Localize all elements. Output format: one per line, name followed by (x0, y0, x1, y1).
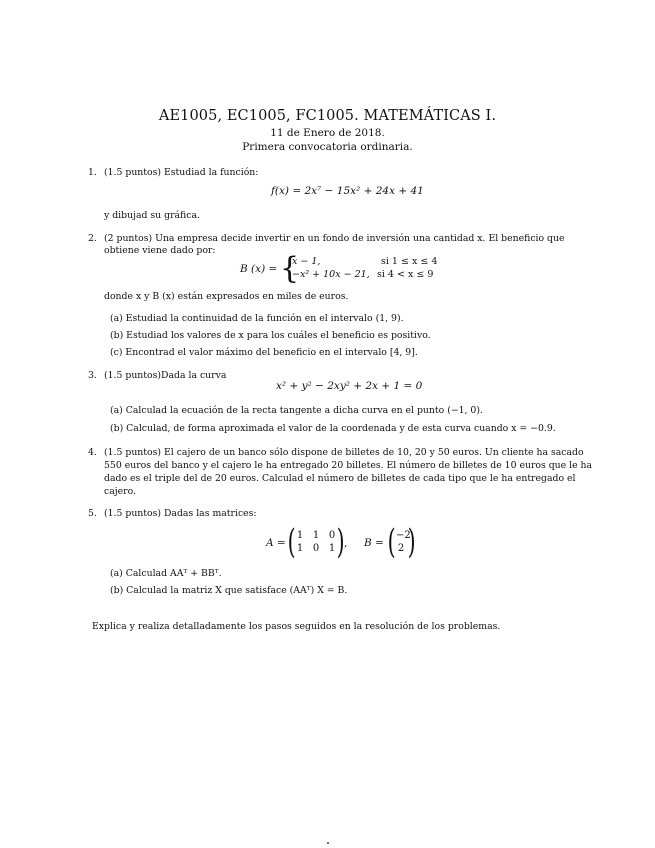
q3-part-b: (b) Calculad, de forma aproximada el valor de la coordenada y de esta curva cuando x = −0.9. (110, 423, 556, 434)
q2-intro-line1: (2 puntos) Una empresa decide invertir en un fondo de inversión una cantidad x. El beneficio que (104, 233, 565, 244)
q5-a-label: A = (266, 537, 286, 549)
exam-date: 11 de Enero de 2018. (270, 127, 385, 139)
q5-number: 5. (88, 508, 97, 519)
q4-line1: (1.5 puntos) El cajero de un banco sólo dispone de billetes de 10, 20 y 50 euros. Un cliente ha sacado (104, 447, 584, 458)
page-mark (327, 842, 329, 844)
q5-b-right-paren: ) (407, 522, 416, 562)
matrix-a-cell: 1 (328, 543, 336, 554)
q2-part-c: (c) Encontrad el valor máximo del beneficio en el intervalo [4, 9]. (110, 347, 418, 358)
q2-number: 2. (88, 233, 97, 244)
q3-formula: x² + y² − 2xy² + 2x + 1 = 0 (276, 380, 423, 392)
q5-part-a: (a) Calculad AAᵀ + BBᵀ. (110, 568, 222, 579)
q2-part-b: (b) Estudiad los valores de x para los cuáles el beneficio es positivo. (110, 330, 431, 341)
matrix-a-cell: 0 (312, 543, 320, 554)
exam-convocatoria: Primera convocatoria ordinaria. (242, 141, 413, 153)
q5-intro: (1.5 puntos) Dadas las matrices: (104, 508, 257, 519)
instructions-note: Explica y realiza detalladamente los pasos seguidos en la resolución de los problemas. (92, 621, 501, 632)
q2-part-a: (a) Estudiad la continuidad de la función en el intervalo (1, 9). (110, 313, 404, 324)
matrix-b-cell: 2 (397, 543, 405, 554)
q4-number: 4. (88, 447, 97, 458)
q4-line2: 550 euros del banco y el cajero le ha entregado 20 billetes. El número de billetes de 10 euros que le ha (104, 460, 593, 471)
q5-part-b: (b) Calculad la matriz X que satisface (AAᵀ) X = B. (110, 585, 348, 596)
q1-outro: y dibujad su gráfica. (104, 210, 200, 221)
q5-a-left-paren: ( (287, 522, 296, 562)
q2-lhs: B (x) = (240, 263, 278, 275)
q3-number: 3. (88, 370, 97, 381)
q5-a-right-paren: ) (336, 522, 345, 562)
q5-comma: , (344, 537, 348, 549)
q2-brace: { (280, 251, 300, 286)
exam-title: AE1005, EC1005, FC1005. MATEMÁTICAS I. (158, 108, 497, 124)
q1-intro: (1.5 puntos) Estudiad la función: (104, 167, 259, 178)
q4-line3: dado es el triple del de 20 euros. Calculad el número de billetes de cada tipo que le ha entregado el (104, 473, 576, 484)
q1-number: 1. (88, 167, 97, 178)
q5-b-label: B = (364, 537, 384, 549)
q2-case2-expr: −x² + 10x − 21, (292, 269, 370, 280)
q3-part-a: (a) Calculad la ecuación de la recta tangente a dicha curva en el punto (−1, 0). (110, 405, 483, 416)
q2-case1-cond: si 1 ≤ x ≤ 4 (381, 256, 438, 267)
q2-intro-line2: obtiene viene dado por: (104, 245, 216, 256)
q2-case2-cond: si 4 < x ≤ 9 (377, 269, 434, 280)
q3-intro: (1.5 puntos)Dada la curva (104, 370, 227, 381)
q4-line4: cajero. (104, 486, 136, 497)
matrix-a-cell: 0 (328, 530, 336, 541)
q2-case1-expr: x − 1, (292, 256, 321, 267)
q2-where: donde x y B (x) están expresados en miles de euros. (104, 291, 349, 302)
q5-b-left-paren: ( (387, 522, 396, 562)
matrix-a-cell: 1 (312, 530, 320, 541)
matrix-b-cell: −2 (396, 530, 411, 541)
q1-formula: f(x) = 2x⁷ − 15x² + 24x + 41 (271, 185, 424, 197)
matrix-a-cell: 1 (296, 530, 304, 541)
matrix-a-cell: 1 (296, 543, 304, 554)
